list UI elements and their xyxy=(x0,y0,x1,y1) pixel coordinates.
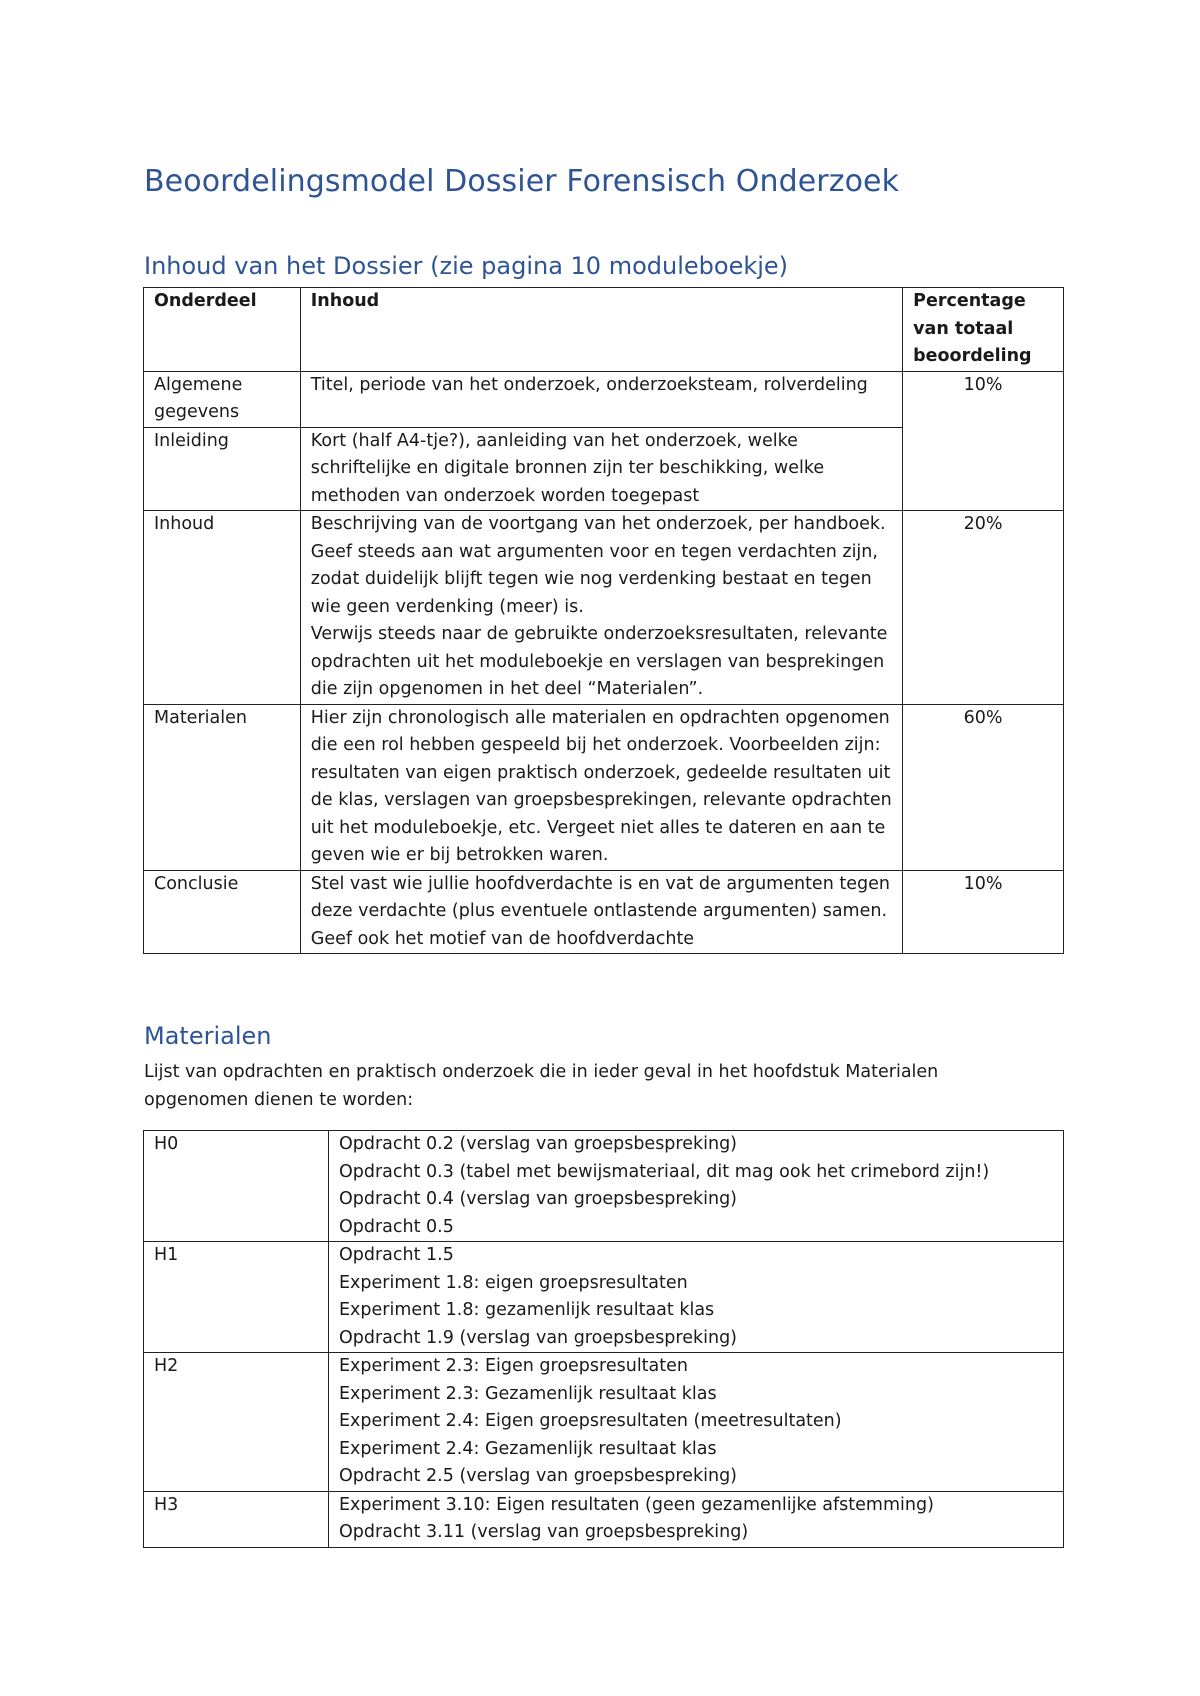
row-part: Conclusie xyxy=(144,870,301,954)
chapter-cell: H3 xyxy=(144,1491,329,1547)
table-row xyxy=(144,511,1064,705)
row-percent: 10% xyxy=(903,371,1064,511)
row-content: Stel vast wie jullie hoofdverdachte is en vat de argumenten tegen deze verdachte (plus eventuele ontlastende argumenten) samen. Geef ook het motief van de hoofdverdachte xyxy=(300,870,902,954)
table-row xyxy=(144,1491,1064,1547)
list-item: Opdracht 0.2 (verslag van groepsbespreking) xyxy=(339,1134,738,1154)
document-title: Beoordelingsmodel Dossier Forensisch Onderzoek xyxy=(144,164,900,199)
list-item: Opdracht 0.5 xyxy=(339,1216,454,1237)
materials-table xyxy=(143,1130,1064,1548)
list-item: Experiment 1.8: gezamenlijk resultaat klas xyxy=(339,1300,715,1320)
list-item: Experiment 3.10: Eigen resultaten (geen gezamenlijke afstemming) xyxy=(339,1494,934,1515)
row-content: Titel, periode van het onderzoek, onderzoeksteam, rolverdeling xyxy=(300,371,902,427)
table-row xyxy=(144,371,1064,427)
header-percentage: Percentage van totaal beoordeling xyxy=(903,288,1064,372)
table-row xyxy=(144,1131,1064,1242)
row-percent: 60% xyxy=(903,704,1064,870)
row-part: Algemene gegevens xyxy=(144,371,301,427)
row-content xyxy=(300,511,902,705)
row-percent: 20% xyxy=(903,511,1064,705)
header-inhoud: Inhoud xyxy=(300,288,902,372)
row-content-paragraph: Verwijs steeds naar de gebruikte onderzoeksresultaten, relevante opdrachten uit het moduleboekje en verslagen van besprekingen die zijn opgenomen in het deel “Materialen”. xyxy=(310,624,888,699)
list-item: Experiment 2.3: Eigen groepsresultaten xyxy=(339,1356,688,1376)
items-cell xyxy=(329,1131,1064,1242)
items-cell xyxy=(329,1491,1064,1547)
list-item: Experiment 2.4: Eigen groepsresultaten (meetresultaten) xyxy=(339,1411,842,1431)
row-percent: 10% xyxy=(903,870,1064,954)
table-header-row xyxy=(144,288,1064,372)
row-content: Hier zijn chronologisch alle materialen en opdrachten opgenomen die een rol hebben gespeeld bij het onderzoek. Voorbeelden zijn: resultaten van eigen praktisch onderzoek, gedeelde resultaten uit de klas, verslagen van groepsbesprekingen, relevante opdrachten uit het moduleboekje, etc. Vergeet niet alles te dateren en aan te geven wie er bij betrokken waren. xyxy=(300,704,902,870)
items-cell xyxy=(329,1353,1064,1492)
list-item: Experiment 2.4: Gezamenlijk resultaat klas xyxy=(339,1438,717,1459)
chapter-cell: H2 xyxy=(144,1353,329,1492)
list-item: Opdracht 1.9 (verslag van groepsbespreking) xyxy=(339,1327,738,1348)
row-part: Materialen xyxy=(144,704,301,870)
list-item: Opdracht 3.11 (verslag van groepsbespreking) xyxy=(339,1522,749,1542)
table-row xyxy=(144,1353,1064,1492)
chapter-cell: H1 xyxy=(144,1242,329,1353)
section-heading-inhoud: Inhoud van het Dossier (zie pagina 10 moduleboekje) xyxy=(144,252,789,280)
materialen-intro: Lijst van opdrachten en praktisch onderzoek die in ieder geval in het hoofdstuk Materialen opgenomen dienen te worden: xyxy=(144,1062,939,1110)
row-content-paragraph: Beschrijving van de voortgang van het onderzoek, per handboek. Geef steeds aan wat argumenten voor en tegen verdachten zijn, zodat duidelijk blijft tegen wie nog verdenking bestaat en tegen wie geen verdenking (meer) is. xyxy=(310,514,886,617)
table-row xyxy=(144,1242,1064,1353)
list-item: Opdracht 1.5 xyxy=(339,1245,454,1265)
section-heading-materialen: Materialen xyxy=(144,1022,272,1050)
header-onderdeel: Onderdeel xyxy=(144,288,301,372)
list-item: Opdracht 0.3 (tabel met bewijsmateriaal, dit mag ook het crimebord zijn!) xyxy=(339,1161,990,1182)
list-item: Opdracht 2.5 (verslag van groepsbespreking) xyxy=(339,1466,738,1486)
chapter-cell: H0 xyxy=(144,1131,329,1242)
row-part: Inhoud xyxy=(144,511,301,705)
list-item: Opdracht 0.4 (verslag van groepsbespreking) xyxy=(339,1189,738,1209)
row-part: Inleiding xyxy=(144,427,301,511)
list-item: Experiment 1.8: eigen groepsresultaten xyxy=(339,1272,688,1293)
table-row xyxy=(144,870,1064,954)
assessment-table xyxy=(143,287,1064,954)
row-content: Kort (half A4-tje?), aanleiding van het onderzoek, welke schriftelijke en digitale bronnen zijn ter beschikking, welke methoden van onderzoek worden toegepast xyxy=(300,427,902,511)
list-item: Experiment 2.3: Gezamenlijk resultaat klas xyxy=(339,1383,717,1404)
table-row xyxy=(144,704,1064,870)
items-cell xyxy=(329,1242,1064,1353)
